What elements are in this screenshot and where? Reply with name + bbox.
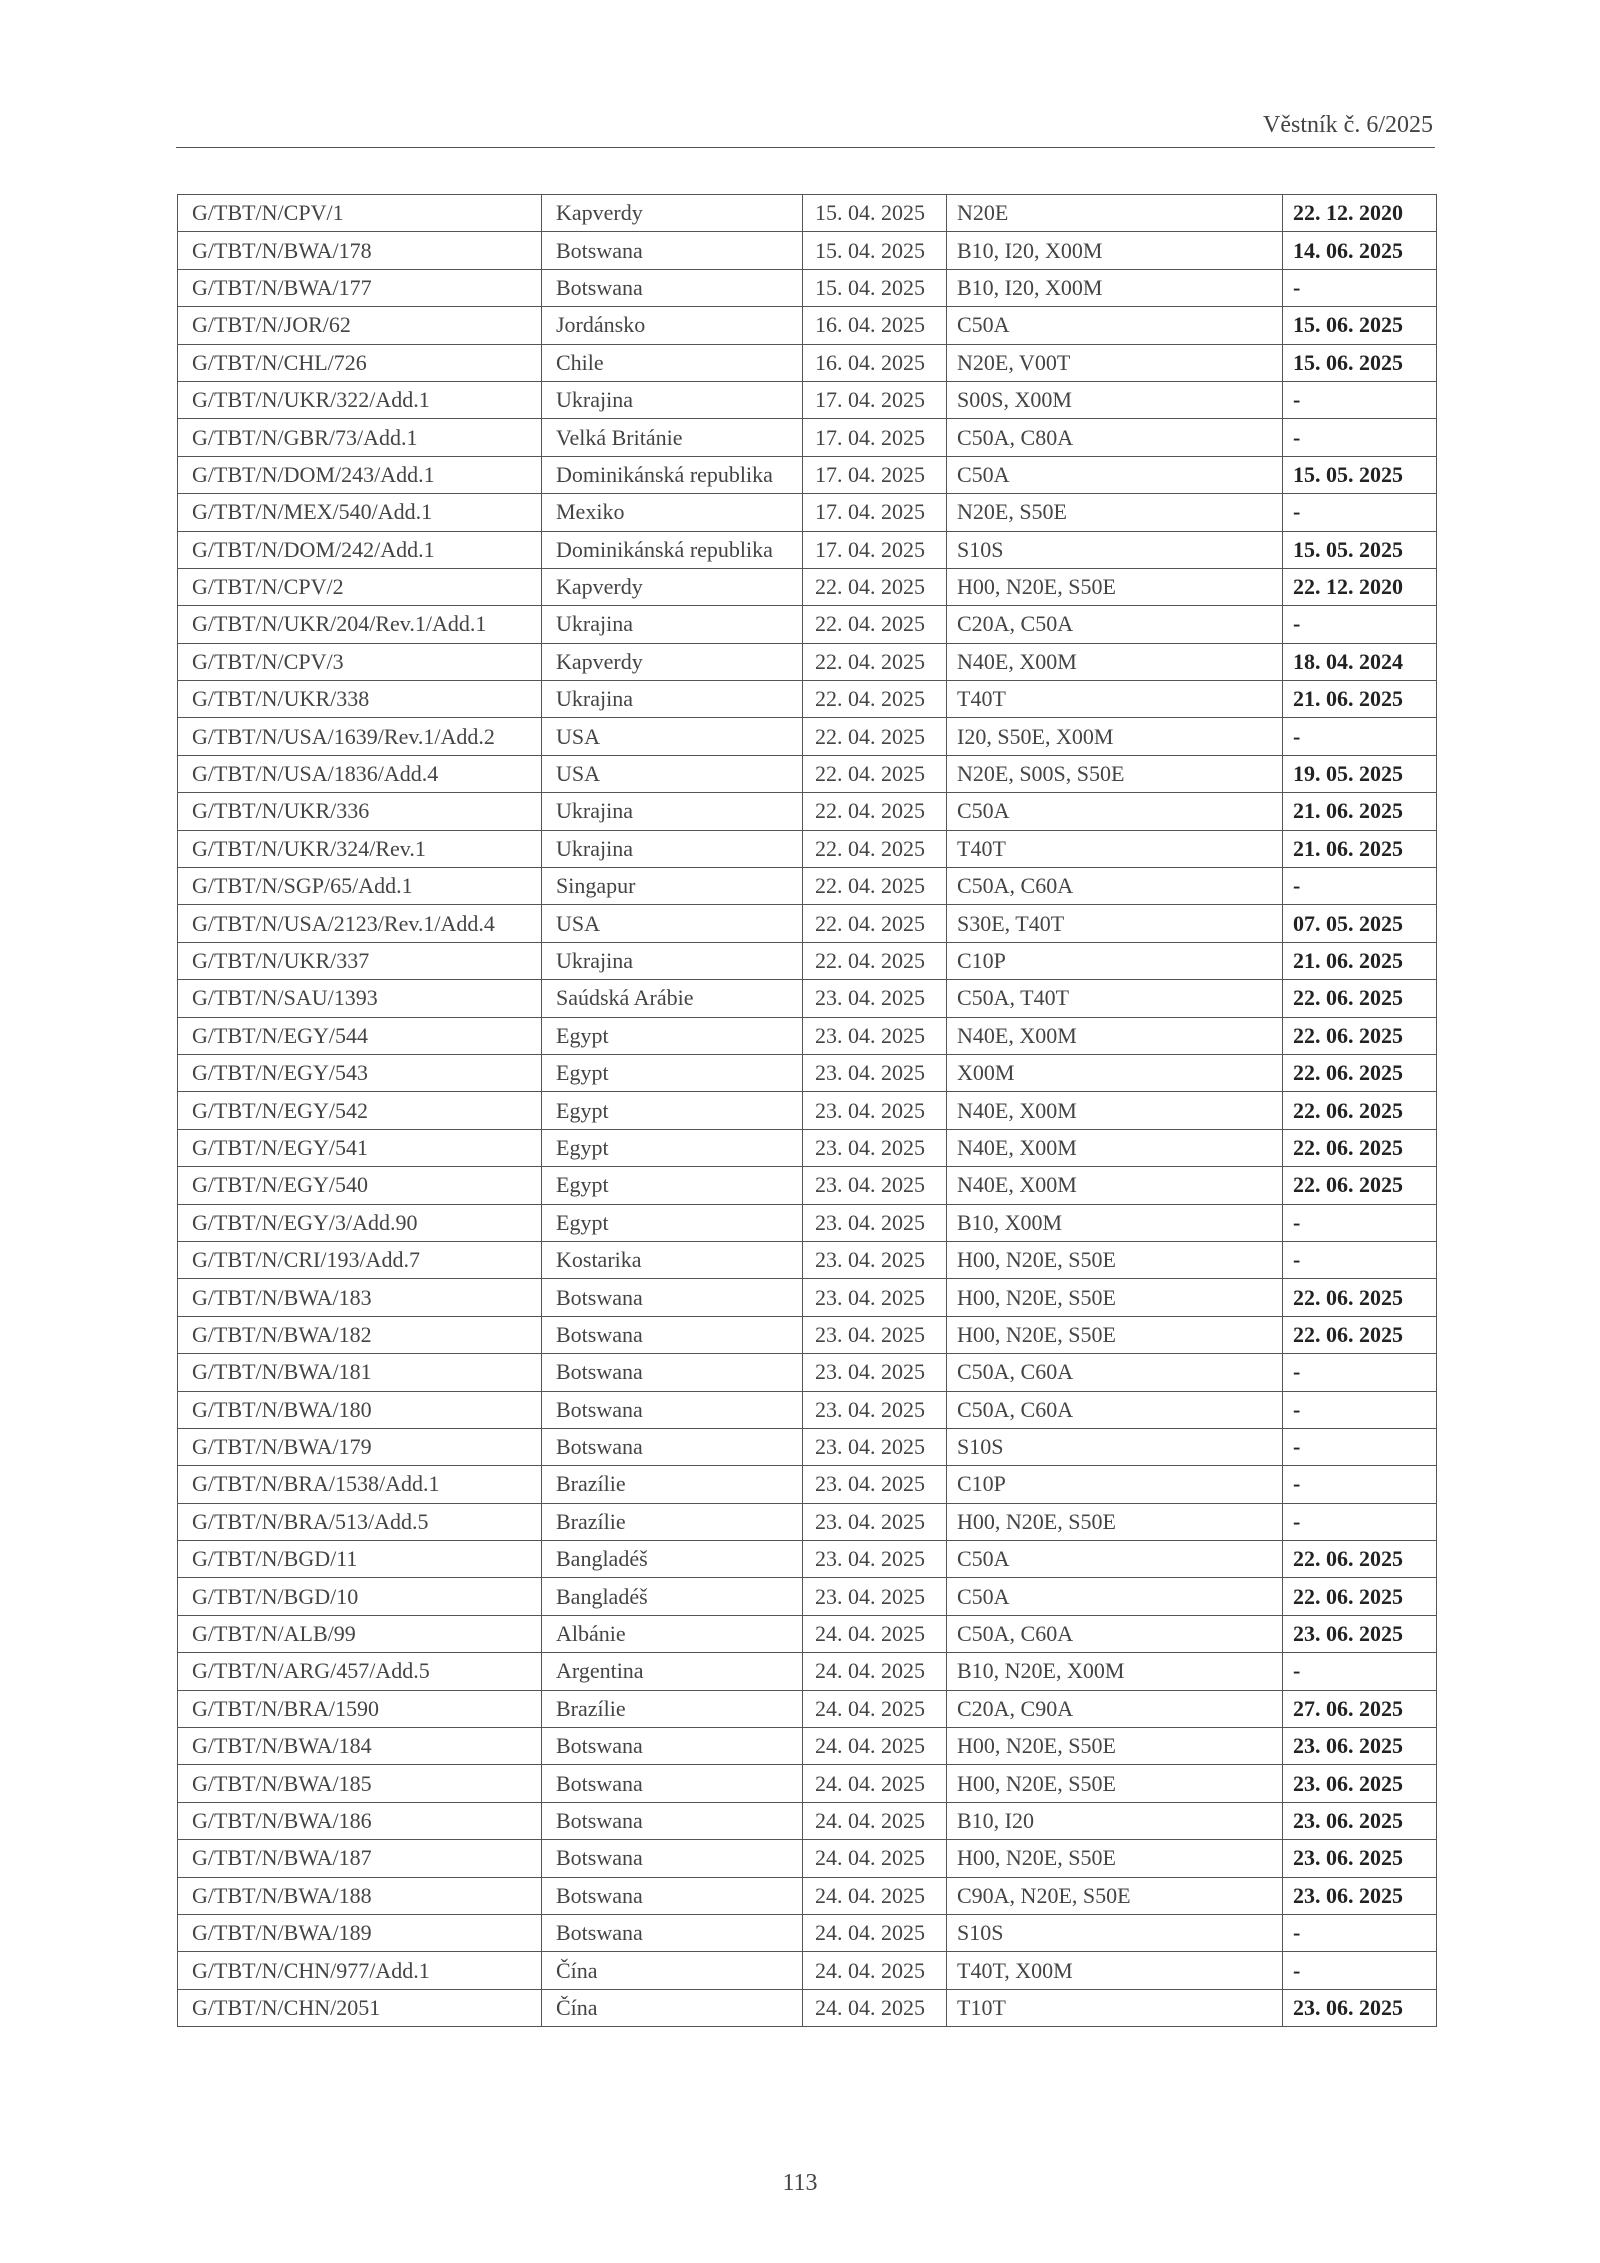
- comment-deadline-cell: 22. 06. 2025: [1283, 1541, 1437, 1578]
- notification-symbol-cell: G/TBT/N/UKR/324/Rev.1: [178, 830, 542, 867]
- country-cell: Botswana: [542, 1840, 803, 1877]
- notification-date-cell: 23. 04. 2025: [803, 1428, 947, 1465]
- notification-symbol-cell: G/TBT/N/EGY/3/Add.90: [178, 1204, 542, 1241]
- comment-deadline-cell: 21. 06. 2025: [1283, 681, 1437, 718]
- notification-date-cell: 24. 04. 2025: [803, 1840, 947, 1877]
- table-row: [178, 1914, 1437, 1951]
- notification-date-cell: 22. 04. 2025: [803, 755, 947, 792]
- notification-symbol-cell: G/TBT/N/BWA/178: [178, 232, 542, 269]
- notification-date-cell: 17. 04. 2025: [803, 494, 947, 531]
- notification-date-cell: 17. 04. 2025: [803, 456, 947, 493]
- table-row: [178, 718, 1437, 755]
- notification-date-cell: 15. 04. 2025: [803, 232, 947, 269]
- notification-date-cell: 22. 04. 2025: [803, 681, 947, 718]
- country-cell: Egypt: [542, 1167, 803, 1204]
- comment-deadline-cell: -: [1283, 718, 1437, 755]
- comment-deadline-cell: 23. 06. 2025: [1283, 1989, 1437, 2026]
- comment-deadline-cell: 22. 06. 2025: [1283, 1316, 1437, 1353]
- country-cell: Botswana: [542, 1316, 803, 1353]
- notification-symbol-cell: G/TBT/N/USA/1639/Rev.1/Add.2: [178, 718, 542, 755]
- notification-symbol-cell: G/TBT/N/CHN/977/Add.1: [178, 1952, 542, 1989]
- notification-date-cell: 23. 04. 2025: [803, 1054, 947, 1091]
- product-codes-cell: H00, N20E, S50E: [947, 568, 1283, 605]
- table-row: [178, 1316, 1437, 1353]
- table-row: [178, 1840, 1437, 1877]
- country-cell: Botswana: [542, 1428, 803, 1465]
- product-codes-cell: C90A, N20E, S50E: [947, 1877, 1283, 1914]
- notification-symbol-cell: G/TBT/N/UKR/337: [178, 942, 542, 979]
- table-row: [178, 755, 1437, 792]
- product-codes-cell: H00, N20E, S50E: [947, 1503, 1283, 1540]
- comment-deadline-cell: 22. 06. 2025: [1283, 1129, 1437, 1166]
- comment-deadline-cell: 21. 06. 2025: [1283, 793, 1437, 830]
- notification-date-cell: 16. 04. 2025: [803, 307, 947, 344]
- country-cell: Kapverdy: [542, 568, 803, 605]
- comment-deadline-cell: 23. 06. 2025: [1283, 1615, 1437, 1652]
- notification-symbol-cell: G/TBT/N/BWA/177: [178, 269, 542, 306]
- comment-deadline-cell: 19. 05. 2025: [1283, 755, 1437, 792]
- table-row: [178, 1129, 1437, 1166]
- notification-symbol-cell: G/TBT/N/CHN/2051: [178, 1989, 542, 2026]
- notification-symbol-cell: G/TBT/N/EGY/543: [178, 1054, 542, 1091]
- comment-deadline-cell: -: [1283, 494, 1437, 531]
- table-row: [178, 1354, 1437, 1391]
- country-cell: Brazílie: [542, 1466, 803, 1503]
- notification-date-cell: 22. 04. 2025: [803, 606, 947, 643]
- country-cell: Brazílie: [542, 1690, 803, 1727]
- comment-deadline-cell: 23. 06. 2025: [1283, 1877, 1437, 1914]
- notification-symbol-cell: G/TBT/N/USA/2123/Rev.1/Add.4: [178, 905, 542, 942]
- country-cell: Jordánsko: [542, 307, 803, 344]
- notification-date-cell: 23. 04. 2025: [803, 1391, 947, 1428]
- table-row: [178, 1541, 1437, 1578]
- table-row: [178, 344, 1437, 381]
- country-cell: Egypt: [542, 1017, 803, 1054]
- notification-symbol-cell: G/TBT/N/BWA/180: [178, 1391, 542, 1428]
- notification-symbol-cell: G/TBT/N/ALB/99: [178, 1615, 542, 1652]
- product-codes-cell: T10T: [947, 1989, 1283, 2026]
- notification-date-cell: 23. 04. 2025: [803, 1241, 947, 1278]
- comment-deadline-cell: 22. 06. 2025: [1283, 1017, 1437, 1054]
- notification-symbol-cell: G/TBT/N/BWA/187: [178, 1840, 542, 1877]
- bulletin-title: Věstník č. 6/2025: [1263, 112, 1433, 138]
- notification-symbol-cell: G/TBT/N/SAU/1393: [178, 980, 542, 1017]
- country-cell: Egypt: [542, 1129, 803, 1166]
- comment-deadline-cell: 21. 06. 2025: [1283, 942, 1437, 979]
- comment-deadline-cell: -: [1283, 868, 1437, 905]
- table-row: [178, 1989, 1437, 2026]
- notification-symbol-cell: G/TBT/N/BRA/1538/Add.1: [178, 1466, 542, 1503]
- product-codes-cell: N40E, X00M: [947, 1129, 1283, 1166]
- table-row: [178, 1765, 1437, 1802]
- notification-date-cell: 22. 04. 2025: [803, 868, 947, 905]
- table-row: [178, 1615, 1437, 1652]
- notification-date-cell: 22. 04. 2025: [803, 568, 947, 605]
- table-row: [178, 269, 1437, 306]
- notification-symbol-cell: G/TBT/N/BWA/184: [178, 1728, 542, 1765]
- notification-date-cell: 22. 04. 2025: [803, 830, 947, 867]
- comment-deadline-cell: -: [1283, 1914, 1437, 1951]
- notification-date-cell: 24. 04. 2025: [803, 1690, 947, 1727]
- notification-date-cell: 23. 04. 2025: [803, 1503, 947, 1540]
- comment-deadline-cell: 22. 06. 2025: [1283, 1167, 1437, 1204]
- product-codes-cell: H00, N20E, S50E: [947, 1840, 1283, 1877]
- notification-date-cell: 22. 04. 2025: [803, 942, 947, 979]
- notification-date-cell: 23. 04. 2025: [803, 1466, 947, 1503]
- country-cell: USA: [542, 755, 803, 792]
- product-codes-cell: N40E, X00M: [947, 1167, 1283, 1204]
- comment-deadline-cell: 14. 06. 2025: [1283, 232, 1437, 269]
- product-codes-cell: C50A: [947, 1578, 1283, 1615]
- table-row: [178, 643, 1437, 680]
- country-cell: Botswana: [542, 1802, 803, 1839]
- country-cell: Kapverdy: [542, 195, 803, 232]
- comment-deadline-cell: -: [1283, 1952, 1437, 1989]
- product-codes-cell: S10S: [947, 531, 1283, 568]
- notification-date-cell: 24. 04. 2025: [803, 1989, 947, 2026]
- product-codes-cell: H00, N20E, S50E: [947, 1765, 1283, 1802]
- notification-date-cell: 23. 04. 2025: [803, 1354, 947, 1391]
- country-cell: Čína: [542, 1989, 803, 2026]
- comment-deadline-cell: 15. 06. 2025: [1283, 307, 1437, 344]
- notification-date-cell: 22. 04. 2025: [803, 905, 947, 942]
- notification-symbol-cell: G/TBT/N/CPV/3: [178, 643, 542, 680]
- comment-deadline-cell: 23. 06. 2025: [1283, 1802, 1437, 1839]
- notification-symbol-cell: G/TBT/N/SGP/65/Add.1: [178, 868, 542, 905]
- product-codes-cell: S10S: [947, 1428, 1283, 1465]
- country-cell: Bangladéš: [542, 1541, 803, 1578]
- product-codes-cell: C50A: [947, 456, 1283, 493]
- product-codes-cell: H00, N20E, S50E: [947, 1728, 1283, 1765]
- table-row: [178, 195, 1437, 232]
- notification-symbol-cell: G/TBT/N/DOM/243/Add.1: [178, 456, 542, 493]
- country-cell: Saúdská Arábie: [542, 980, 803, 1017]
- country-cell: Botswana: [542, 1354, 803, 1391]
- notifications-table-body: [178, 195, 1437, 2027]
- notification-date-cell: 16. 04. 2025: [803, 344, 947, 381]
- notification-symbol-cell: G/TBT/N/ARG/457/Add.5: [178, 1653, 542, 1690]
- product-codes-cell: T40T: [947, 681, 1283, 718]
- product-codes-cell: N40E, X00M: [947, 1017, 1283, 1054]
- country-cell: Bangladéš: [542, 1578, 803, 1615]
- table-row: [178, 307, 1437, 344]
- comment-deadline-cell: 22. 06. 2025: [1283, 1092, 1437, 1129]
- comment-deadline-cell: -: [1283, 1391, 1437, 1428]
- notification-symbol-cell: G/TBT/N/BRA/513/Add.5: [178, 1503, 542, 1540]
- notification-symbol-cell: G/TBT/N/CHL/726: [178, 344, 542, 381]
- comment-deadline-cell: 21. 06. 2025: [1283, 830, 1437, 867]
- table-row: [178, 419, 1437, 456]
- product-codes-cell: H00, N20E, S50E: [947, 1316, 1283, 1353]
- notification-date-cell: 23. 04. 2025: [803, 1541, 947, 1578]
- comment-deadline-cell: 15. 05. 2025: [1283, 456, 1437, 493]
- table-row: [178, 381, 1437, 418]
- product-codes-cell: C50A, C60A: [947, 1354, 1283, 1391]
- notification-date-cell: 17. 04. 2025: [803, 531, 947, 568]
- country-cell: Kostarika: [542, 1241, 803, 1278]
- table-row: [178, 606, 1437, 643]
- country-cell: Botswana: [542, 1728, 803, 1765]
- notification-symbol-cell: G/TBT/N/UKR/204/Rev.1/Add.1: [178, 606, 542, 643]
- country-cell: Botswana: [542, 232, 803, 269]
- notification-date-cell: 24. 04. 2025: [803, 1765, 947, 1802]
- comment-deadline-cell: -: [1283, 1354, 1437, 1391]
- notification-symbol-cell: G/TBT/N/BWA/182: [178, 1316, 542, 1353]
- country-cell: Egypt: [542, 1092, 803, 1129]
- country-cell: Botswana: [542, 1765, 803, 1802]
- page-number: 113: [782, 2170, 818, 2196]
- table-row: [178, 1952, 1437, 1989]
- comment-deadline-cell: -: [1283, 1466, 1437, 1503]
- product-codes-cell: C50A, C60A: [947, 868, 1283, 905]
- notification-date-cell: 15. 04. 2025: [803, 195, 947, 232]
- notification-date-cell: 24. 04. 2025: [803, 1728, 947, 1765]
- notification-date-cell: 22. 04. 2025: [803, 643, 947, 680]
- notification-date-cell: 24. 04. 2025: [803, 1914, 947, 1951]
- table-row: [178, 1466, 1437, 1503]
- table-row: [178, 1690, 1437, 1727]
- notification-date-cell: 23. 04. 2025: [803, 1204, 947, 1241]
- table-row: [178, 681, 1437, 718]
- product-codes-cell: C50A: [947, 793, 1283, 830]
- notification-symbol-cell: G/TBT/N/CPV/1: [178, 195, 542, 232]
- table-row: [178, 1054, 1437, 1091]
- country-cell: Argentina: [542, 1653, 803, 1690]
- table-row: [178, 232, 1437, 269]
- running-header: [176, 110, 1435, 148]
- notification-date-cell: 23. 04. 2025: [803, 1092, 947, 1129]
- notification-date-cell: 15. 04. 2025: [803, 269, 947, 306]
- product-codes-cell: C50A: [947, 1541, 1283, 1578]
- product-codes-cell: N20E, S50E: [947, 494, 1283, 531]
- comment-deadline-cell: -: [1283, 1653, 1437, 1690]
- product-codes-cell: C50A, C60A: [947, 1391, 1283, 1428]
- product-codes-cell: C50A, T40T: [947, 980, 1283, 1017]
- country-cell: Mexiko: [542, 494, 803, 531]
- comment-deadline-cell: 22. 12. 2020: [1283, 568, 1437, 605]
- product-codes-cell: B10, N20E, X00M: [947, 1653, 1283, 1690]
- comment-deadline-cell: -: [1283, 269, 1437, 306]
- comment-deadline-cell: 15. 06. 2025: [1283, 344, 1437, 381]
- table-row: [178, 830, 1437, 867]
- notification-date-cell: 17. 04. 2025: [803, 381, 947, 418]
- country-cell: Egypt: [542, 1054, 803, 1091]
- country-cell: Botswana: [542, 1391, 803, 1428]
- notification-symbol-cell: G/TBT/N/BWA/181: [178, 1354, 542, 1391]
- notification-date-cell: 22. 04. 2025: [803, 793, 947, 830]
- notification-date-cell: 23. 04. 2025: [803, 980, 947, 1017]
- comment-deadline-cell: -: [1283, 1241, 1437, 1278]
- product-codes-cell: S00S, X00M: [947, 381, 1283, 418]
- notification-symbol-cell: G/TBT/N/USA/1836/Add.4: [178, 755, 542, 792]
- notification-symbol-cell: G/TBT/N/BGD/10: [178, 1578, 542, 1615]
- product-codes-cell: C10P: [947, 942, 1283, 979]
- notification-symbol-cell: G/TBT/N/CRI/193/Add.7: [178, 1241, 542, 1278]
- country-cell: Čína: [542, 1952, 803, 1989]
- country-cell: USA: [542, 718, 803, 755]
- notification-symbol-cell: G/TBT/N/BGD/11: [178, 1541, 542, 1578]
- product-codes-cell: X00M: [947, 1054, 1283, 1091]
- notification-date-cell: 24. 04. 2025: [803, 1653, 947, 1690]
- notification-date-cell: 22. 04. 2025: [803, 718, 947, 755]
- product-codes-cell: C10P: [947, 1466, 1283, 1503]
- product-codes-cell: N40E, X00M: [947, 1092, 1283, 1129]
- notifications-table: [177, 194, 1437, 2027]
- notification-symbol-cell: G/TBT/N/EGY/542: [178, 1092, 542, 1129]
- notification-symbol-cell: G/TBT/N/GBR/73/Add.1: [178, 419, 542, 456]
- notification-symbol-cell: G/TBT/N/JOR/62: [178, 307, 542, 344]
- table-row: [178, 1503, 1437, 1540]
- notification-symbol-cell: G/TBT/N/DOM/242/Add.1: [178, 531, 542, 568]
- product-codes-cell: T40T, X00M: [947, 1952, 1283, 1989]
- product-codes-cell: H00, N20E, S50E: [947, 1241, 1283, 1278]
- country-cell: Egypt: [542, 1204, 803, 1241]
- notification-date-cell: 17. 04. 2025: [803, 419, 947, 456]
- country-cell: Dominikánská republika: [542, 531, 803, 568]
- comment-deadline-cell: -: [1283, 1204, 1437, 1241]
- comment-deadline-cell: 22. 06. 2025: [1283, 980, 1437, 1017]
- table-row: [178, 980, 1437, 1017]
- table-row: [178, 568, 1437, 605]
- table-row: [178, 942, 1437, 979]
- notification-date-cell: 24. 04. 2025: [803, 1615, 947, 1652]
- comment-deadline-cell: 18. 04. 2024: [1283, 643, 1437, 680]
- country-cell: Ukrajina: [542, 381, 803, 418]
- table-row: [178, 1092, 1437, 1129]
- notification-symbol-cell: G/TBT/N/EGY/541: [178, 1129, 542, 1166]
- country-cell: Botswana: [542, 1914, 803, 1951]
- country-cell: Kapverdy: [542, 643, 803, 680]
- table-row: [178, 1241, 1437, 1278]
- notification-symbol-cell: G/TBT/N/BWA/186: [178, 1802, 542, 1839]
- table-row: [178, 1279, 1437, 1316]
- comment-deadline-cell: 15. 05. 2025: [1283, 531, 1437, 568]
- product-codes-cell: B10, I20, X00M: [947, 269, 1283, 306]
- notification-symbol-cell: G/TBT/N/BWA/179: [178, 1428, 542, 1465]
- notification-symbol-cell: G/TBT/N/BWA/183: [178, 1279, 542, 1316]
- comment-deadline-cell: -: [1283, 1503, 1437, 1540]
- product-codes-cell: N20E, S00S, S50E: [947, 755, 1283, 792]
- notification-symbol-cell: G/TBT/N/EGY/544: [178, 1017, 542, 1054]
- notification-symbol-cell: G/TBT/N/UKR/322/Add.1: [178, 381, 542, 418]
- comment-deadline-cell: 23. 06. 2025: [1283, 1728, 1437, 1765]
- comment-deadline-cell: 22. 12. 2020: [1283, 195, 1437, 232]
- country-cell: Botswana: [542, 269, 803, 306]
- product-codes-cell: N20E, V00T: [947, 344, 1283, 381]
- table-row: [178, 531, 1437, 568]
- country-cell: Botswana: [542, 1279, 803, 1316]
- comment-deadline-cell: 22. 06. 2025: [1283, 1054, 1437, 1091]
- notification-date-cell: 24. 04. 2025: [803, 1802, 947, 1839]
- comment-deadline-cell: -: [1283, 606, 1437, 643]
- country-cell: Dominikánská republika: [542, 456, 803, 493]
- notification-symbol-cell: G/TBT/N/BWA/189: [178, 1914, 542, 1951]
- comment-deadline-cell: -: [1283, 1428, 1437, 1465]
- product-codes-cell: B10, I20: [947, 1802, 1283, 1839]
- table-row: [178, 1728, 1437, 1765]
- product-codes-cell: C50A, C60A: [947, 1615, 1283, 1652]
- country-cell: Velká Británie: [542, 419, 803, 456]
- country-cell: Albánie: [542, 1615, 803, 1652]
- country-cell: Ukrajina: [542, 830, 803, 867]
- table-row: [178, 793, 1437, 830]
- country-cell: Ukrajina: [542, 681, 803, 718]
- notification-date-cell: 23. 04. 2025: [803, 1578, 947, 1615]
- comment-deadline-cell: 22. 06. 2025: [1283, 1279, 1437, 1316]
- notification-date-cell: 23. 04. 2025: [803, 1279, 947, 1316]
- country-cell: Brazílie: [542, 1503, 803, 1540]
- table-row: [178, 494, 1437, 531]
- product-codes-cell: B10, I20, X00M: [947, 232, 1283, 269]
- notification-symbol-cell: G/TBT/N/UKR/338: [178, 681, 542, 718]
- notification-symbol-cell: G/TBT/N/EGY/540: [178, 1167, 542, 1204]
- product-codes-cell: S10S: [947, 1914, 1283, 1951]
- table-row: [178, 1578, 1437, 1615]
- product-codes-cell: I20, S50E, X00M: [947, 718, 1283, 755]
- comment-deadline-cell: 27. 06. 2025: [1283, 1690, 1437, 1727]
- table-row: [178, 456, 1437, 493]
- product-codes-cell: N20E: [947, 195, 1283, 232]
- notification-symbol-cell: G/TBT/N/UKR/336: [178, 793, 542, 830]
- table-row: [178, 1802, 1437, 1839]
- notification-symbol-cell: G/TBT/N/CPV/2: [178, 568, 542, 605]
- product-codes-cell: T40T: [947, 830, 1283, 867]
- country-cell: Ukrajina: [542, 942, 803, 979]
- product-codes-cell: N40E, X00M: [947, 643, 1283, 680]
- table-row: [178, 1428, 1437, 1465]
- country-cell: Botswana: [542, 1877, 803, 1914]
- product-codes-cell: C50A, C80A: [947, 419, 1283, 456]
- table-row: [178, 1204, 1437, 1241]
- product-codes-cell: B10, X00M: [947, 1204, 1283, 1241]
- country-cell: Ukrajina: [542, 606, 803, 643]
- notification-symbol-cell: G/TBT/N/BWA/185: [178, 1765, 542, 1802]
- product-codes-cell: H00, N20E, S50E: [947, 1279, 1283, 1316]
- comment-deadline-cell: 23. 06. 2025: [1283, 1840, 1437, 1877]
- notification-date-cell: 24. 04. 2025: [803, 1877, 947, 1914]
- notification-date-cell: 23. 04. 2025: [803, 1129, 947, 1166]
- comment-deadline-cell: 07. 05. 2025: [1283, 905, 1437, 942]
- notification-symbol-cell: G/TBT/N/MEX/540/Add.1: [178, 494, 542, 531]
- table-row: [178, 1167, 1437, 1204]
- comment-deadline-cell: -: [1283, 381, 1437, 418]
- country-cell: Singapur: [542, 868, 803, 905]
- notification-date-cell: 24. 04. 2025: [803, 1952, 947, 1989]
- product-codes-cell: C50A: [947, 307, 1283, 344]
- table-row: [178, 1877, 1437, 1914]
- product-codes-cell: C20A, C90A: [947, 1690, 1283, 1727]
- table-row: [178, 1391, 1437, 1428]
- table-row: [178, 905, 1437, 942]
- product-codes-cell: C20A, C50A: [947, 606, 1283, 643]
- table-row: [178, 1653, 1437, 1690]
- table-row: [178, 1017, 1437, 1054]
- comment-deadline-cell: 22. 06. 2025: [1283, 1578, 1437, 1615]
- notification-date-cell: 23. 04. 2025: [803, 1017, 947, 1054]
- notification-symbol-cell: G/TBT/N/BRA/1590: [178, 1690, 542, 1727]
- comment-deadline-cell: 23. 06. 2025: [1283, 1765, 1437, 1802]
- product-codes-cell: S30E, T40T: [947, 905, 1283, 942]
- comment-deadline-cell: -: [1283, 419, 1437, 456]
- table-row: [178, 868, 1437, 905]
- country-cell: USA: [542, 905, 803, 942]
- notification-date-cell: 23. 04. 2025: [803, 1316, 947, 1353]
- country-cell: Chile: [542, 344, 803, 381]
- notification-symbol-cell: G/TBT/N/BWA/188: [178, 1877, 542, 1914]
- country-cell: Ukrajina: [542, 793, 803, 830]
- notification-date-cell: 23. 04. 2025: [803, 1167, 947, 1204]
